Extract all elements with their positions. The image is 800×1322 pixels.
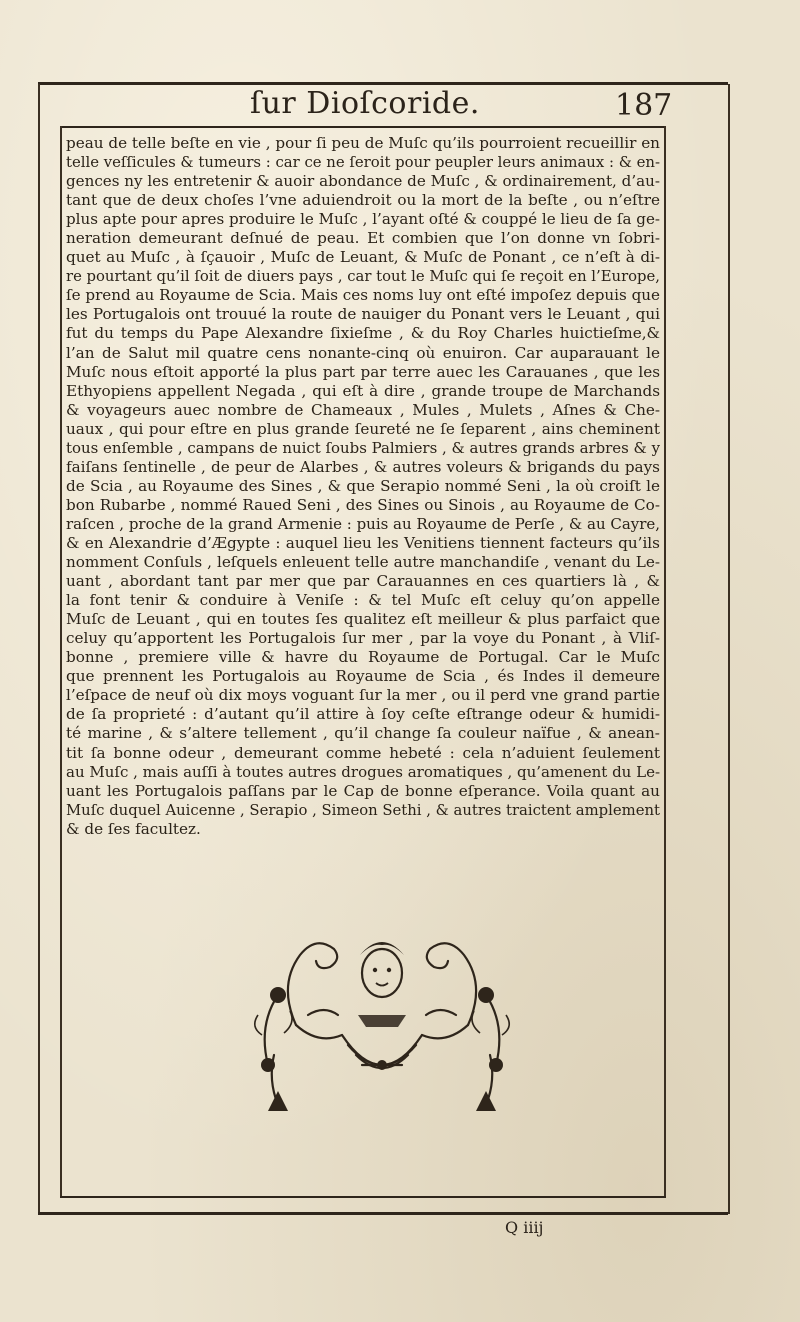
text-line: plus apte pour apres produire le Muſc , l’ayant oſté & couppé le lieu de ſa ge-	[66, 210, 660, 229]
tailpiece-ornament-icon	[238, 915, 526, 1115]
text-line: Muſc de Leuant , qui en toutes ſes qualitez eſt meilleur & plus parfaict que	[66, 610, 660, 629]
signature-mark: Q iiij	[505, 1218, 544, 1237]
text-line: Muſc duquel Auicenne , Serapio , Simeon Sethi , & autres traictent amplement	[66, 800, 660, 819]
text-line: faiſans ſentinelle , de peur de Alarbes , & autres voleurs & brigands du pays	[66, 457, 660, 476]
inner-top-rule	[60, 126, 666, 128]
text-line: celuy qu’apportent les Portugalois ſur mer , par la voye du Ponant , à Vliſ-	[66, 629, 660, 648]
text-line: l’eſpace de neuf où dix moys voguant ſur la mer , ou il perd vne grand partie	[66, 686, 660, 705]
text-line: & de ſes facultez.	[66, 819, 201, 838]
text-line: nomment Conſuls , leſquels enleuent telle autre manchandiſe , venant du Le-	[66, 553, 660, 572]
text-line: neration demeurant deſnué de peau. Et combien que l’on donne vn ſobri-	[66, 229, 660, 248]
text-line: re pourtant qu’il ſoit de diuers pays , car tout le Muſc qui ſe reçoit en l’Europe,	[66, 267, 660, 286]
text-line: uant , abordant tant par mer que par Carauannes en ces quartiers là , &	[66, 572, 660, 591]
text-line: tant que de deux choſes l’vne aduiendroit ou la mort de la beſte , ou n’eſtre	[66, 191, 660, 210]
text-line: les Portugalois ont trouué la route de nauiger du Ponant vers le Leuant , qui	[66, 305, 660, 324]
text-line: telle veſſicules & tumeurs : car ce ne ſeroit pour peupler leurs animaux : & en-	[66, 153, 660, 172]
bottom-border-rule	[38, 1212, 728, 1215]
text-line: quet au Muſc , à ſçauoir , Muſc de Leuant, & Muſc de Ponant , ce n’eſt à di-	[66, 248, 660, 267]
inner-bottom-rule	[60, 1196, 666, 1198]
text-line: té marine , & s’altere tellement , qu’il change ſa couleur naïfue , & anean-	[66, 724, 660, 743]
text-line: bon Rubarbe , nommé Raued Seni , des Sines ou Sinois , au Royaume de Co-	[66, 495, 660, 514]
text-line: la font tenir & conduire à Veniſe : & tel Muſc eſt celuy qu’on appelle	[66, 591, 660, 610]
text-line: que prennent les Portugalois au Royaume de Scia , és Indes il demeure	[66, 667, 660, 686]
text-line: tous enſemble , campans de nuict ſoubs Palmiers , & autres grands arbres & y	[66, 438, 660, 457]
text-line: l’an de Salut mil quatre cens nonante-cinq où enuiron. Car auparauant le	[66, 343, 660, 362]
text-line: raſcen , proche de la grand Armenie : puis au Royaume de Perſe , & au Cayre,	[66, 514, 660, 533]
text-line: bonne , premiere ville & havre du Royaume de Portugal. Car le Muſc	[66, 648, 660, 667]
text-line: uaux , qui pour eſtre en plus grande ſeureté ne ſe ſeparent , ains cheminent	[66, 419, 660, 438]
text-line: de ſa proprieté : d’autant qu’il attire à ſoy ceſte eſtrange odeur & humidi-	[66, 705, 660, 724]
page-number: 187	[615, 88, 673, 123]
text-line: fut du temps du Pape Alexandre ſixieſme , & du Roy Charles huictieſme,&	[66, 324, 660, 343]
text-line: de Scia , au Royaume des Sines , & que Serapio nommé Seni , la où croiſt le	[66, 476, 660, 495]
inner-right-rule	[664, 126, 666, 1198]
text-line: tit ſa bonne odeur , demeurant comme hebeté : cela n’aduient ſeulement	[66, 743, 660, 762]
body-text	[66, 134, 660, 839]
running-title: ſur Dioſcoride.	[250, 86, 480, 121]
inner-left-rule	[60, 126, 62, 1198]
text-line: & voyageurs auec nombre de Chameaux , Mules , Mulets , Aſnes & Che-	[66, 400, 660, 419]
text-line: Muſc nous eſtoit apporté la plus part par terre auec les Carauanes , que les	[66, 362, 660, 381]
text-line: peau de telle beſte en vie , pour ſi peu de Muſc qu’ils pourroient recueillir en	[66, 134, 660, 152]
text-line: Ethyopiens appellent Negada , qui eſt à dire , grande troupe de Marchands	[66, 381, 660, 400]
text-line: ſe prend au Royaume de Scia. Mais ces noms luy ont eſté impoſez depuis que	[66, 286, 660, 305]
text-line: au Muſc , mais auſſi à toutes autres drogues aromatiques , qu’amenent du Le-	[66, 762, 660, 781]
text-line: gences ny les entretenir & auoir abondance de Muſc , & ordinairement, d’au-	[66, 172, 660, 191]
text-line: & en Alexandrie d’Ægypte : auquel lieu les Venitiens tiennent facteurs qu’ils	[66, 533, 660, 552]
text-line: uant les Portugalois paſſans par le Cap de bonne eſperance. Voila quant au	[66, 781, 660, 800]
